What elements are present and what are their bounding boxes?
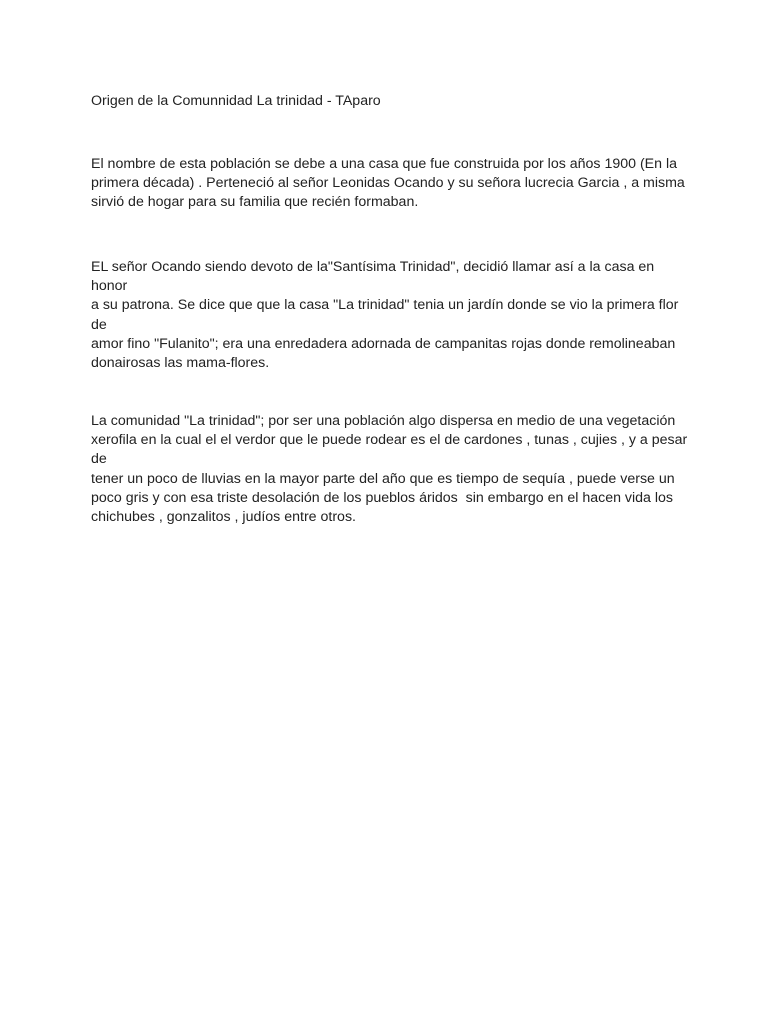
paragraph-house-origin: El nombre de esta población se debe a una casa que fue construida por los años 1900 (En la primera década) . Perteneció al señor Leonidas Ocando y su señora lucrecia Garcia , a misma sirvió de hogar para su familia que recién formaban. bbox=[91, 156, 685, 211]
document-title: Origen de la Comunnidad La trinidad - TAparo bbox=[91, 93, 381, 109]
paragraph-community-description: La comunidad "La trinidad"; por ser una población algo dispersa en medio de una vegetación xerofila en la cual el el verdor que le puede rodear es el de cardones , tunas , cujies , y a pesar de tener un poco de lluvias en la mayor parte del año que es tiempo de sequía , puede verse un poco gris y con esa triste desolación de los pueblos áridos sin embargo en el hacen vida los chichubes , gonzalitos , judíos entre otros. bbox=[91, 413, 688, 526]
paragraph-trinity-name: EL señor Ocando siendo devoto de la"Santísima Trinidad", decidió llamar así a la casa en honor a su patrona. Se dice que que la casa "La trinidad" tenia un jardín donde se vio la primera flor de amor fino "Fulanito"; era una enredadera adornada de campanitas rojas donde remolineaban donairosas las mama-flores. bbox=[91, 259, 679, 372]
